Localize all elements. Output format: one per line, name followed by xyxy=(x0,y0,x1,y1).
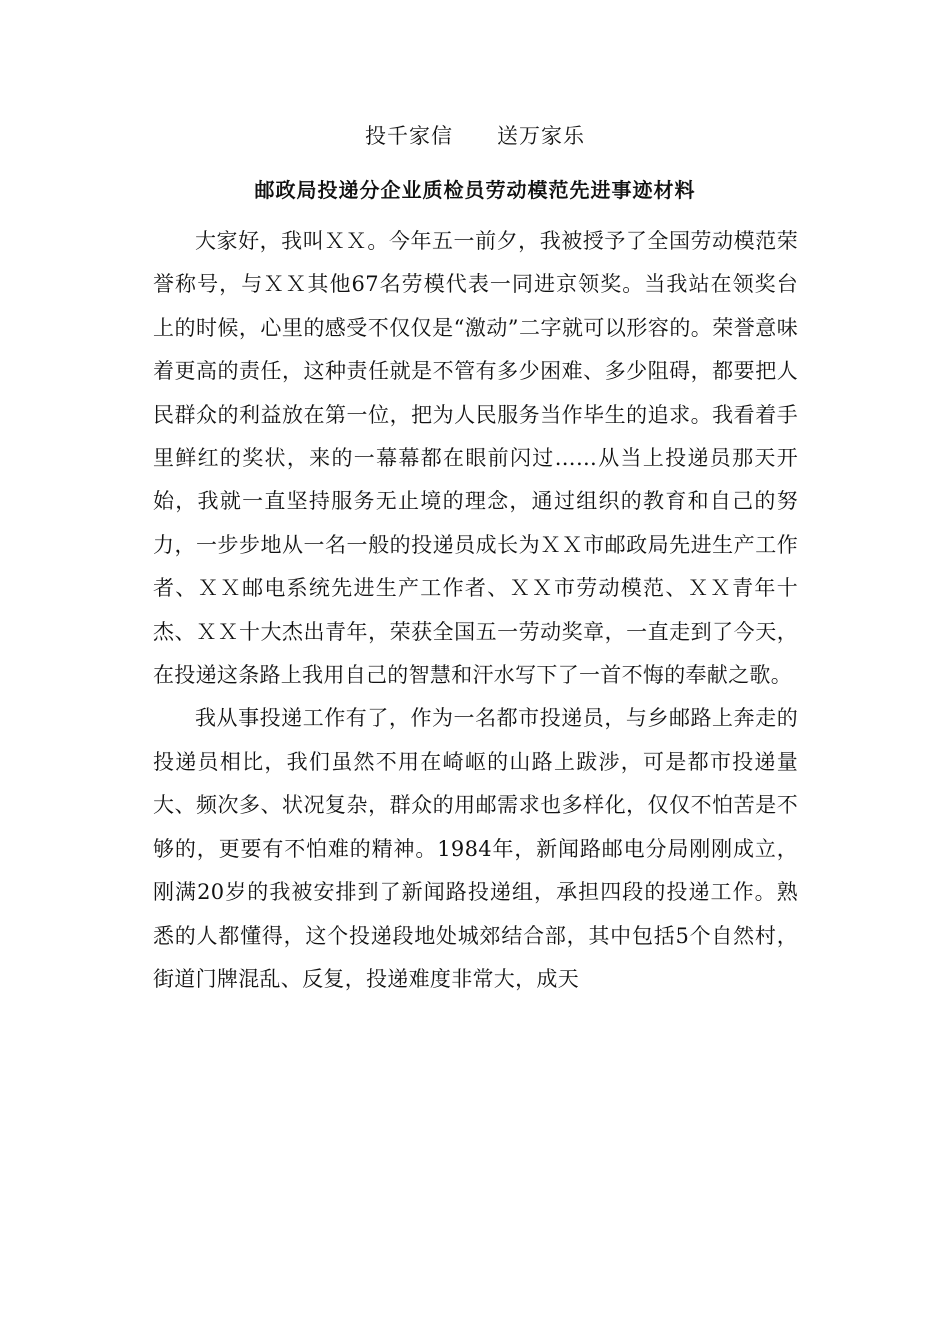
document-subtitle: 邮政局投递分企业质检员劳动模范先进事迹材料 xyxy=(254,178,696,202)
body-paragraph: 大家好，我叫ＸＸ。今年五一前夕，我被授予了全国劳动模范荣誉称号，与ＸＸ其他67名劳模代表一同进京领奖。当我站在领奖台上的时候，心里的感受不仅仅是“激动”二字就可以形容的。荣誉意味着更高的责任，这种责任就是不管有多少困难、多少阻碍，都要把人民群众的利益放在第一位，把为人民服务当作毕生的追求。我看着手里鲜红的奖状，来的一幕幕都在眼前闪过……从当上投递员那天开始，我就一直坚持服务无止境的理念，通过组织的教育和自己的努力，一步步地从一名一般的投递员成长为ＸＸ市邮政局先进生产工作者、ＸＸ邮电系统先进生产工作者、ＸＸ市劳动模范、ＸＸ青年十杰、ＸＸ十大杰出青年，荣获全国五一劳动奖章，一直走到了今天，在投递这条路上我用自己的智慧和汗水写下了一首不悔的奉献之歌。 xyxy=(153,229,798,688)
document-body xyxy=(153,220,798,1001)
document-title: 投千家信 送万家乐 xyxy=(365,124,585,148)
body-paragraph: 我从事投递工作有了，作为一名都市投递员，与乡邮路上奔走的投递员相比，我们虽然不用在崎岖的山路上跋涉，可是都市投递量大、频次多、状况复杂，群众的用邮需求也多样化，仅仅不怕苦是不够的，更要有不怕难的精神。1984年，新闻路邮电分局刚刚成立，刚满20岁的我被安排到了新闻路投递组，承担四段的投递工作。熟悉的人都懂得，这个投递段地处城郊结合部，其中包括5个自然村，街道门牌混乱、反复，投递难度非常大，成天 xyxy=(153,706,798,991)
